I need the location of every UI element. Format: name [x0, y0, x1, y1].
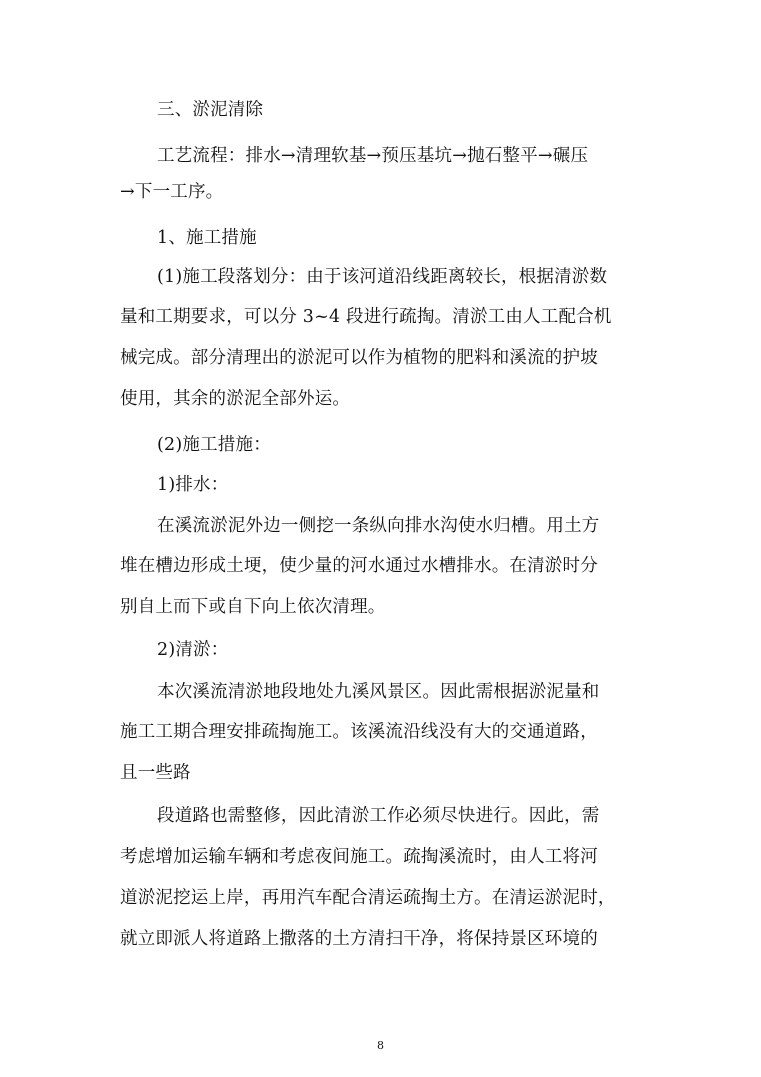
text-line: 且一些路	[120, 763, 191, 783]
text-line: 械完成。部分清理出的淤泥可以作为植物的肥料和溪流的护坡	[120, 348, 598, 368]
text-line: 量和工期要求，可以分 3~4 段进行疏掏。清淤工由人工配合机	[120, 307, 612, 327]
text-line: 考虑增加运输车辆和考虑夜间施工。疏掏溪流时，由人工将河	[120, 847, 598, 867]
text-line: 道淤泥挖运上岸，再用汽车配合清运疏掏土方。在清运淤泥时，	[120, 888, 616, 908]
text-line: (2)施工措施：	[157, 435, 271, 455]
text-line: 就立即派人将道路上撒落的土方清扫干净，将保持景区环境的	[120, 929, 598, 949]
text-line: 堆在槽边形成土埂，使少量的河水通过水槽排水。在清淤时分	[120, 556, 598, 576]
text-line: 在溪流淤泥外边一侧挖一条纵向排水沟使水归槽。用土方	[157, 516, 600, 536]
text-line: 本次溪流清淤地段地处九溪风景区。因此需根据淤泥量和	[157, 682, 600, 702]
text-line: (1)施工段落划分：由于该河道沿线距离较长，根据清淤数	[157, 267, 608, 287]
text-line: 使用，其余的淤泥全部外运。	[120, 389, 351, 409]
subsection-heading: 1、施工措施	[157, 228, 257, 248]
text-line: 段道路也需整修，因此清淤工作必须尽快进行。因此，需	[157, 806, 600, 826]
text-line: 施工工期合理安排疏掏施工。该溪流沿线没有大的交通道路，	[120, 722, 598, 742]
text-line: 别自上而下或自下向上依次清理。	[120, 597, 386, 617]
text-line: →下一工序。	[120, 182, 224, 202]
section-heading: 三、淤泥清除	[157, 100, 264, 120]
text-line: 1)排水：	[157, 475, 229, 495]
page-number: 8	[377, 1039, 384, 1052]
text-line: 2)清淤：	[157, 640, 229, 660]
text-line: 工艺流程：排水→清理软基→预压基坑→抛石整平→碾压	[157, 146, 589, 166]
